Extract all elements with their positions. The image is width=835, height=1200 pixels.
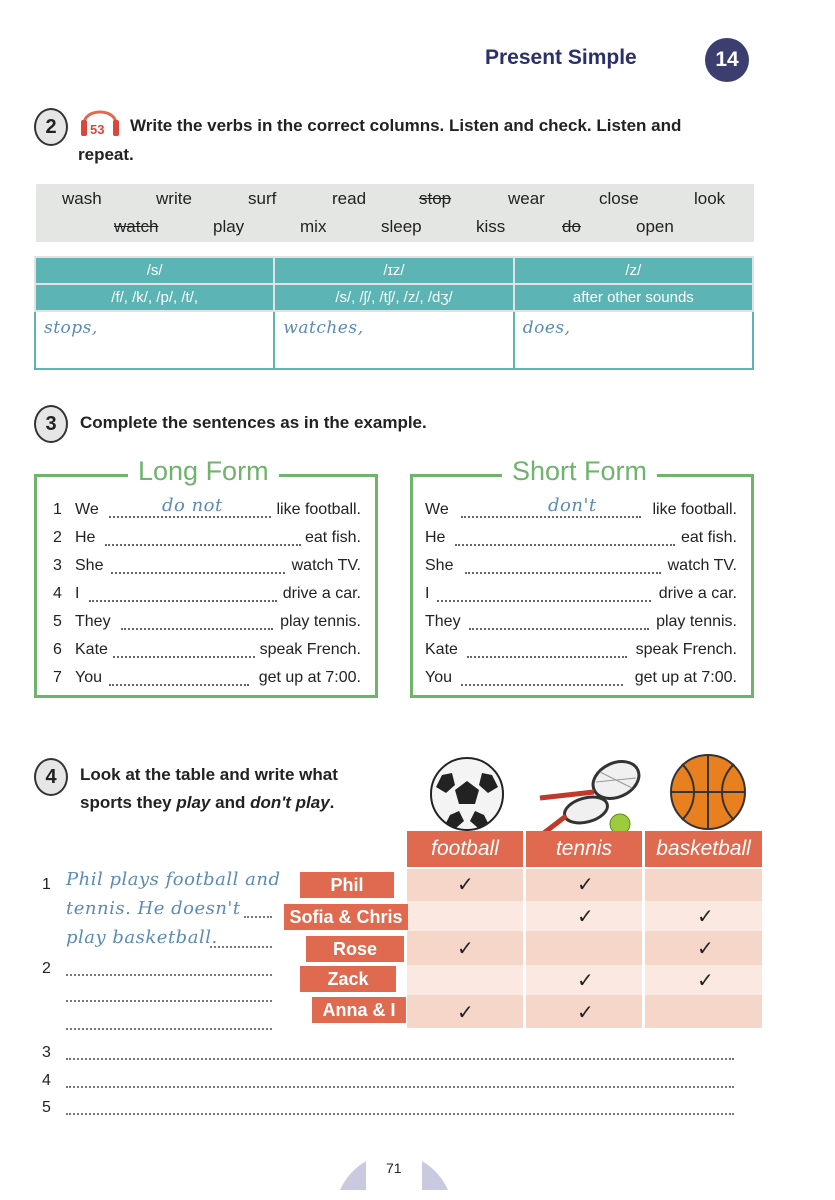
subject: You <box>75 669 102 686</box>
long-form-title: Long Form <box>128 456 279 487</box>
track-number: 53 <box>90 122 105 137</box>
writing-line[interactable] <box>66 1086 734 1088</box>
writing-line[interactable] <box>66 974 272 976</box>
word: wash <box>62 189 102 208</box>
writing-line[interactable] <box>66 1000 272 1002</box>
person-tag-sofia-chris: Sofia & Chris <box>284 904 408 930</box>
short-form-box <box>410 474 754 698</box>
handwritten-answer: tennis. He doesn't <box>66 898 241 919</box>
long-form-box <box>34 474 378 698</box>
word: wear <box>508 189 545 208</box>
exercise-4-instruction-line1: Look at the table and write what <box>80 765 338 784</box>
answer-blank[interactable] <box>465 572 661 574</box>
line-number: 7 <box>53 669 62 686</box>
line-number: 3 <box>53 557 62 574</box>
page-number: 71 <box>386 1160 402 1176</box>
page-title: Present Simple <box>485 46 637 69</box>
word: mix <box>300 217 327 236</box>
instruction-text: sports they <box>80 793 177 812</box>
handwritten-answer: don't <box>548 495 597 516</box>
subject: She <box>75 557 104 574</box>
subject: He <box>75 529 96 546</box>
answer-blank[interactable] <box>111 572 285 574</box>
handwritten-answer: does, <box>522 318 571 338</box>
answer-cell[interactable] <box>274 311 513 369</box>
sound-header: /ɪz/ <box>274 257 513 284</box>
line-number: 5 <box>42 1099 51 1116</box>
answer-blank[interactable] <box>461 516 641 518</box>
exercise-2-instruction-line1: Write the verbs in the correct columns. Listen and check. Listen and <box>130 116 682 135</box>
exercise-4-instruction-line2 <box>80 789 334 817</box>
answer-blank[interactable] <box>89 600 277 602</box>
line-number: 3 <box>42 1044 51 1061</box>
word: kiss <box>476 217 506 236</box>
column-divider <box>642 831 645 1028</box>
line-number: 1 <box>53 501 62 518</box>
answer-blank[interactable] <box>461 684 623 686</box>
sentence-end: watch TV. <box>667 557 737 574</box>
subject: We <box>425 501 449 518</box>
answer-blank[interactable] <box>113 656 255 658</box>
person-tag-zack: Zack <box>300 966 396 992</box>
short-form-title: Short Form <box>502 456 657 487</box>
sentence-end: drive a car. <box>282 585 361 602</box>
sentence-end: like football. <box>652 501 737 518</box>
sound-header: /z/ <box>514 257 753 284</box>
line-number: 4 <box>42 1072 51 1089</box>
answer-cell[interactable] <box>514 311 753 369</box>
sentence-end: speak French. <box>259 641 361 658</box>
writing-line[interactable] <box>210 946 272 948</box>
page-number-tab <box>340 1150 448 1190</box>
tick-mark: ✓ <box>577 906 594 928</box>
tick-mark: ✓ <box>577 970 594 992</box>
line-number: 1 <box>42 876 51 893</box>
subject: I <box>75 585 80 602</box>
sentence-end: watch TV. <box>291 557 361 574</box>
line-number: 4 <box>53 585 62 602</box>
sport-header-basketball: basketball <box>645 831 762 867</box>
basketball-icon <box>668 752 748 837</box>
sound-rule: after other sounds <box>514 284 753 311</box>
person-tag-rose: Rose <box>306 936 404 962</box>
answer-blank[interactable] <box>109 516 271 518</box>
sport-header-football: football <box>407 831 523 867</box>
column-divider <box>523 831 526 1028</box>
writing-line[interactable] <box>244 916 272 918</box>
instruction-text: . <box>329 793 335 812</box>
tick-mark: ✓ <box>457 938 474 960</box>
tick-mark: ✓ <box>697 906 714 928</box>
word: sleep <box>381 217 422 236</box>
sentence-end: speak French. <box>635 641 737 658</box>
football-icon <box>428 755 506 838</box>
instruction-emphasis: don't play <box>250 793 330 812</box>
tick-mark: ✓ <box>457 874 474 896</box>
sentence-end: get up at 7:00. <box>258 669 361 686</box>
person-tag-anna-and-i: Anna & I <box>312 997 406 1023</box>
answer-blank[interactable] <box>467 656 627 658</box>
handwritten-answer: play basketball. <box>66 927 218 948</box>
handwritten-answer: Phil plays football and <box>66 869 281 890</box>
line-number: 5 <box>53 613 62 630</box>
writing-line[interactable] <box>66 1028 272 1030</box>
sentence-end: get up at 7:00. <box>634 669 737 686</box>
exercise-2-number: 2 <box>34 108 68 146</box>
answer-blank[interactable] <box>455 544 675 546</box>
sentence-end: play tennis. <box>280 613 361 630</box>
exercise-4-number: 4 <box>34 758 68 796</box>
exercise-3-number: 3 <box>34 405 68 443</box>
answer-blank[interactable] <box>109 684 249 686</box>
word: write <box>156 189 192 208</box>
sound-rule: /f/, /k/, /p/, /t/, <box>35 284 274 311</box>
answer-blank[interactable] <box>105 544 301 546</box>
tick-mark: ✓ <box>457 1002 474 1024</box>
unit-number-badge: 14 <box>705 38 749 82</box>
word-crossed: watch <box>114 217 159 236</box>
line-number: 2 <box>42 960 51 977</box>
exercise-2-instruction-line2: repeat. <box>78 145 134 164</box>
subject: They <box>425 613 461 630</box>
word: play <box>213 217 245 236</box>
sentence-end: eat fish. <box>680 529 737 546</box>
word-crossed: stop <box>419 189 452 208</box>
writing-line[interactable] <box>66 1113 734 1115</box>
sentence-end: eat fish. <box>304 529 361 546</box>
writing-line[interactable] <box>66 1058 734 1060</box>
answer-blank[interactable] <box>121 628 273 630</box>
sentence-end: drive a car. <box>658 585 737 602</box>
word-crossed: do <box>562 217 581 236</box>
answer-blank[interactable] <box>437 600 651 602</box>
subject: She <box>425 557 454 574</box>
word: surf <box>248 189 277 208</box>
tick-mark: ✓ <box>577 1002 594 1024</box>
subject: Kate <box>425 641 458 658</box>
tick-mark: ✓ <box>697 938 714 960</box>
line-number: 6 <box>53 641 62 658</box>
answer-cell[interactable] <box>35 311 274 369</box>
answer-blank[interactable] <box>469 628 649 630</box>
person-tag-phil: Phil <box>300 872 394 898</box>
word: read <box>332 189 367 208</box>
tick-mark: ✓ <box>697 970 714 992</box>
sounds-table <box>34 256 754 370</box>
subject: You <box>425 669 452 686</box>
handwritten-answer: do not <box>162 495 223 516</box>
sport-header-tennis: tennis <box>526 831 642 867</box>
sentence-end: play tennis. <box>656 613 737 630</box>
sentence-end: like football. <box>276 501 361 518</box>
word-box <box>36 184 754 242</box>
subject: We <box>75 501 99 518</box>
subject: I <box>425 585 430 602</box>
instruction-emphasis: play <box>176 793 211 812</box>
instruction-text: and <box>210 793 251 812</box>
line-number: 2 <box>53 529 62 546</box>
sound-header: /s/ <box>35 257 274 284</box>
word: look <box>694 189 726 208</box>
subject: They <box>75 613 111 630</box>
tick-mark: ✓ <box>577 874 594 896</box>
handwritten-answer: watches, <box>283 318 364 338</box>
word: open <box>636 217 674 236</box>
subject: Kate <box>75 641 108 658</box>
sound-rule: /s/, /ʃ/, /tʃ/, /z/, /dʒ/ <box>274 284 513 311</box>
exercise-3-instruction: Complete the sentences as in the example. <box>80 413 427 432</box>
subject: He <box>425 529 446 546</box>
handwritten-answer: stops, <box>44 318 98 338</box>
word: close <box>599 189 639 208</box>
